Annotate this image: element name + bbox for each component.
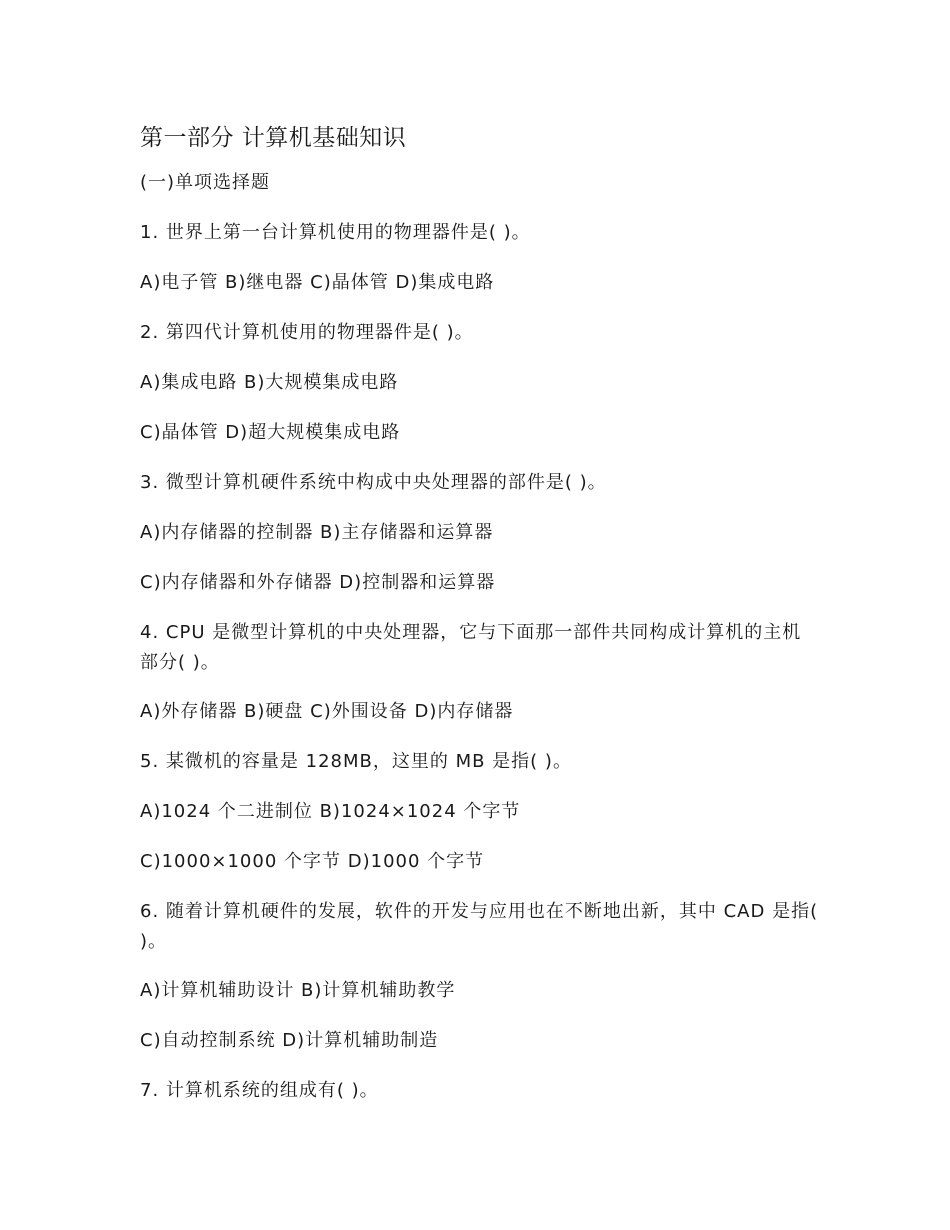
question-4: 4. CPU 是微型计算机的中央处理器，它与下面那一部件共同构成计算机的主机部分( )。 bbox=[140, 622, 802, 673]
question-3: 3. 微型计算机硬件系统中构成中央处理器的部件是( )。 bbox=[140, 472, 607, 493]
options-1: A)电子管 B)继电器 C)晶体管 D)集成电路 bbox=[140, 272, 495, 293]
options-2b: C)晶体管 D)超大规模集成电路 bbox=[140, 422, 401, 443]
question-5: 5. 某微机的容量是 128MB，这里的 MB 是指( )。 bbox=[140, 751, 572, 772]
options-4: A)外存储器 B)硬盘 C)外围设备 D)内存储器 bbox=[140, 701, 514, 722]
question-6: 6. 随着计算机硬件的发展，软件的开发与应用也在不断地出新，其中 CAD 是指( )。 bbox=[140, 901, 819, 952]
section-heading: (一)单项选择题 bbox=[140, 172, 271, 193]
options-3a: A)内存储器的控制器 B)主存储器和运算器 bbox=[140, 522, 494, 543]
question-1: 1. 世界上第一台计算机使用的物理器件是( )。 bbox=[140, 222, 531, 243]
options-6b: C)自动控制系统 D)计算机辅助制造 bbox=[140, 1030, 439, 1051]
options-5b: C)1000×1000 个字节 D)1000 个字节 bbox=[140, 851, 485, 872]
options-2a: A)集成电路 B)大规模集成电路 bbox=[140, 372, 399, 393]
document-body bbox=[140, 118, 820, 1126]
page-title: 第一部分 计算机基础知识 bbox=[140, 125, 407, 151]
question-2: 2. 第四代计算机使用的物理器件是( )。 bbox=[140, 322, 474, 343]
options-6a: A)计算机辅助设计 B)计算机辅助教学 bbox=[140, 980, 456, 1001]
options-5a: A)1024 个二进制位 B)1024×1024 个字节 bbox=[140, 801, 521, 822]
question-7: 7. 计算机系统的组成有( )。 bbox=[140, 1080, 379, 1101]
options-3b: C)内存储器和外存储器 D)控制器和运算器 bbox=[140, 572, 496, 593]
